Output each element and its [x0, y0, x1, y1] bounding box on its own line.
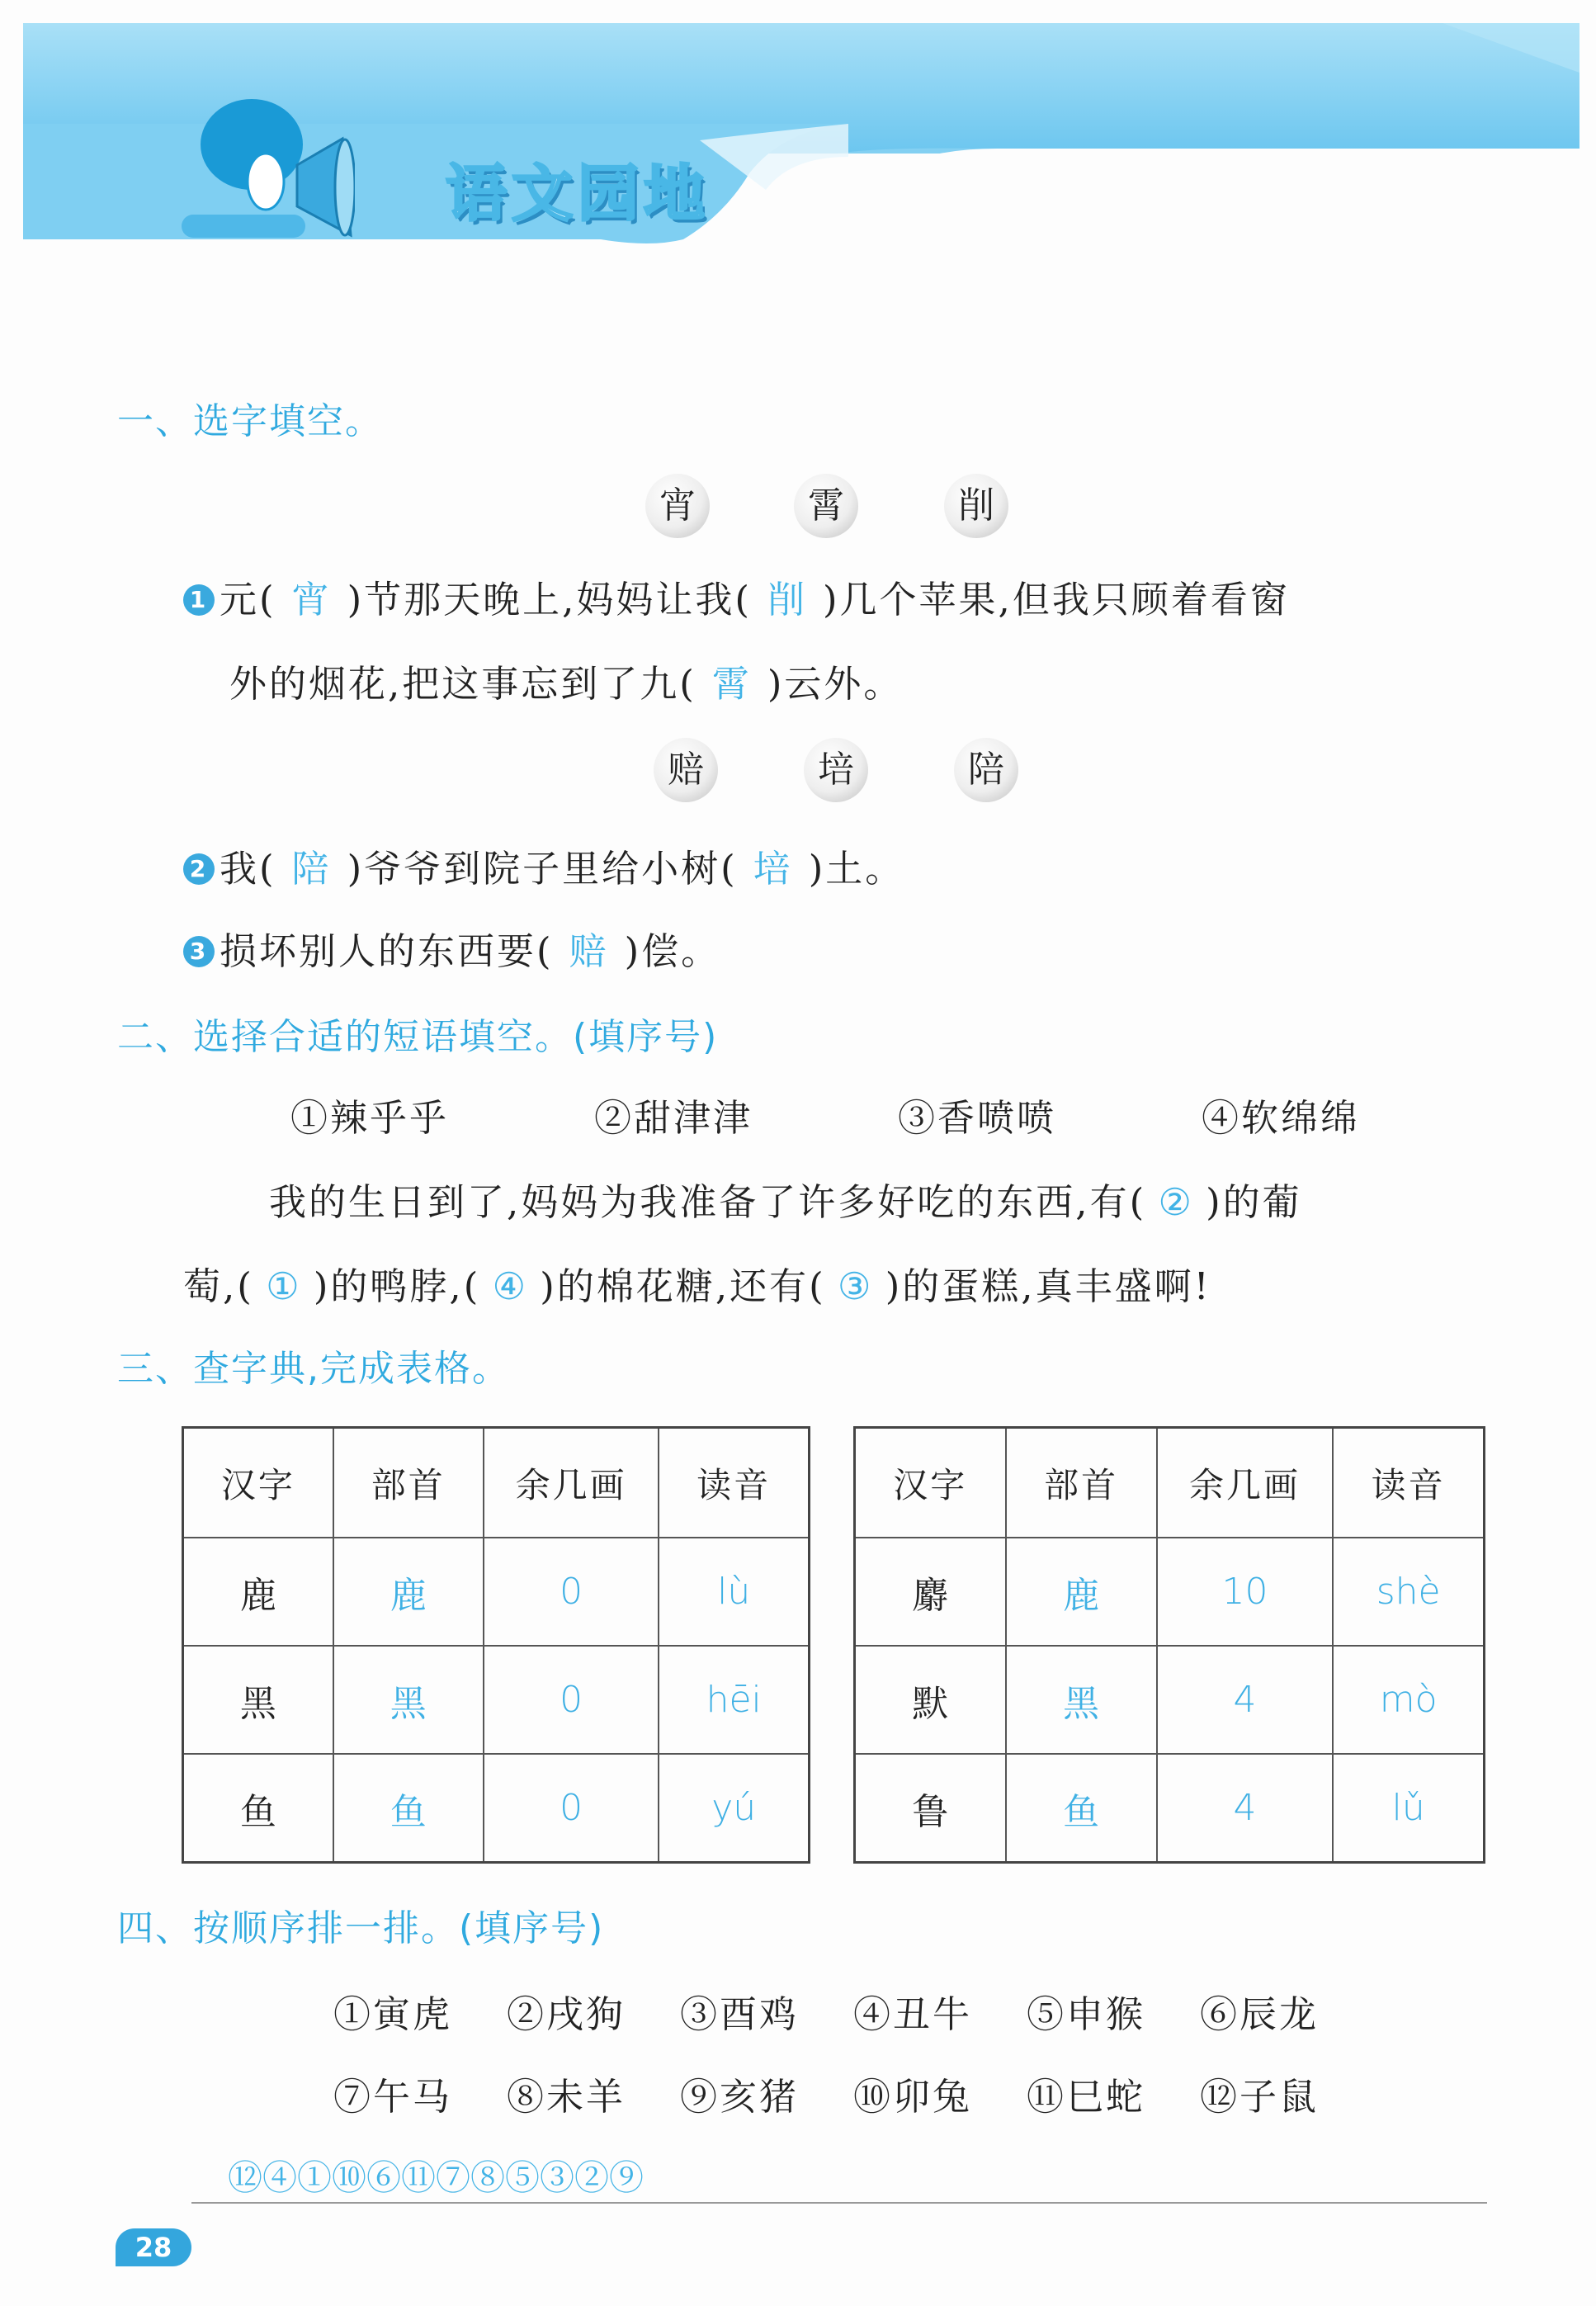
zodiac-item: ③酉鸡: [680, 1992, 800, 2036]
question-number: 3: [183, 936, 215, 967]
phrase-option: ②甜津津: [594, 1096, 753, 1140]
zodiac-item: ⑨亥猪: [680, 2075, 800, 2119]
zodiac-item: ⑫子鼠: [1200, 2075, 1320, 2119]
question-1-line1: [183, 569, 1290, 623]
cell-strokes: 10: [1157, 1538, 1334, 1646]
cell-strokes: 0: [484, 1538, 659, 1646]
dictionary-table-right: [853, 1426, 1485, 1864]
table-row: [183, 1754, 810, 1863]
choice-char: 陪: [954, 738, 1018, 802]
text: 我的生日到了,妈妈为我准备了许多好吃的东西,有(: [269, 1180, 1147, 1224]
question-2: [183, 839, 904, 892]
answer: ③: [838, 1264, 874, 1308]
table-row: [183, 1538, 810, 1646]
answer: 霄: [711, 662, 752, 706]
text: )几个苹果,但我只顾着看窗: [822, 578, 1290, 621]
section2-heading: 二、选择合适的短语填空。(填序号): [117, 1016, 719, 1058]
cell-char: 鲁: [855, 1754, 1006, 1863]
dictionary-table-left: [182, 1426, 810, 1864]
question-number: 2: [183, 853, 215, 885]
cell-char: 黑: [183, 1646, 333, 1754]
section3-heading: 三、查字典,完成表格。: [117, 1348, 510, 1390]
choice-char: 宵: [645, 474, 710, 538]
table-header: 部首: [333, 1428, 484, 1538]
cell-radical: 黑: [333, 1646, 484, 1754]
cell-strokes: 4: [1157, 1754, 1334, 1863]
answer: ②: [1158, 1180, 1194, 1224]
zodiac-item: ⑧未羊: [507, 2075, 626, 2119]
cell-radical: 鹿: [1006, 1538, 1157, 1646]
text: )的鸭脖,(: [313, 1264, 481, 1308]
page-title: 语文园地: [446, 158, 710, 229]
table-header: 余几画: [1157, 1428, 1334, 1538]
zodiac-item: ①寅虎: [333, 1992, 453, 2036]
cell-char: 鱼: [183, 1754, 333, 1863]
section4-heading: 四、按顺序排一排。(填序号): [117, 1907, 605, 1949]
cell-strokes: 0: [484, 1646, 659, 1754]
passage-line2: [183, 1256, 1211, 1310]
table-header: 读音: [1333, 1428, 1484, 1538]
text: )的棉花糖,还有(: [540, 1264, 826, 1308]
question-1-line2: [229, 654, 903, 707]
page-number: 28: [116, 2228, 191, 2266]
cell-radical: 鱼: [333, 1754, 484, 1863]
cell-pinyin: mò: [1333, 1646, 1484, 1754]
question-number: 1: [183, 584, 215, 616]
footer-divider: [191, 2202, 1487, 2204]
cell-pinyin: hēi: [659, 1646, 809, 1754]
text: 我(: [220, 847, 276, 891]
answer: ④: [492, 1264, 528, 1308]
table-header: 汉字: [855, 1428, 1006, 1538]
table-row: [855, 1754, 1485, 1863]
phrase-option: ④软绵绵: [1202, 1096, 1361, 1140]
answer: 宵: [291, 578, 332, 621]
text: 萄,(: [183, 1264, 254, 1308]
table-header: 部首: [1006, 1428, 1157, 1538]
zodiac-item: ⑩卯兔: [853, 2075, 973, 2119]
zodiac-item: ④丑牛: [853, 1992, 973, 2036]
answer: 陪: [291, 847, 332, 891]
zodiac-item: ②戌狗: [507, 1992, 626, 2036]
text: )偿。: [624, 929, 721, 973]
phrase-option: ①辣乎乎: [290, 1096, 450, 1140]
cell-char: 默: [855, 1646, 1006, 1754]
cell-pinyin: shè: [1333, 1538, 1484, 1646]
table-row: [855, 1646, 1485, 1754]
answer: 赔: [569, 929, 609, 973]
answer: 削: [767, 578, 807, 621]
choice-char: 赔: [654, 738, 718, 802]
text: 元(: [220, 578, 276, 621]
section1-heading: 一、选字填空。: [117, 400, 383, 442]
question-3: [183, 921, 720, 975]
zodiac-item: ⑥辰龙: [1200, 1992, 1320, 2036]
text: )节那天晚上,妈妈让我(: [347, 578, 752, 621]
passage-line1: [269, 1172, 1302, 1226]
table-row: [855, 1538, 1485, 1646]
zodiac-item: ⑤申猴: [1027, 1992, 1146, 2036]
table-header: 余几画: [484, 1428, 659, 1538]
phrase-option: ③香喷喷: [898, 1096, 1057, 1140]
text: )爷爷到院子里给小树(: [347, 847, 738, 891]
text: )的葡: [1206, 1180, 1302, 1224]
answer: 培: [753, 847, 793, 891]
zodiac-answer: ⑫④①⑩⑥⑪⑦⑧⑤③②⑨: [228, 2157, 645, 2198]
zodiac-item: ⑪巳蛇: [1027, 2075, 1146, 2119]
table-header: 汉字: [183, 1428, 333, 1538]
cell-pinyin: yú: [659, 1754, 809, 1863]
text: )的蛋糕,真丰盛啊!: [885, 1264, 1211, 1308]
choice-char: 削: [944, 474, 1008, 538]
text: 损坏别人的东西要(: [220, 929, 554, 973]
zodiac-item: ⑦午马: [333, 2075, 453, 2119]
text: )云外。: [767, 662, 904, 706]
cell-char: 麝: [855, 1538, 1006, 1646]
cell-strokes: 0: [484, 1754, 659, 1863]
choice-char: 霄: [794, 474, 858, 538]
table-header: 读音: [659, 1428, 809, 1538]
text: )土。: [808, 847, 905, 891]
cell-pinyin: lù: [659, 1538, 809, 1646]
girl-megaphone-icon: [173, 91, 355, 248]
cell-radical: 鱼: [1006, 1754, 1157, 1863]
table-row: [183, 1646, 810, 1754]
banner-wave: [23, 124, 848, 248]
text: 外的烟花,把这事忘到了九(: [229, 662, 696, 706]
answer: ①: [266, 1264, 302, 1308]
cell-radical: 黑: [1006, 1646, 1157, 1754]
choice-char: 培: [804, 738, 868, 802]
cell-pinyin: lǔ: [1333, 1754, 1484, 1863]
cell-char: 鹿: [183, 1538, 333, 1646]
cell-strokes: 4: [1157, 1646, 1334, 1754]
cell-radical: 鹿: [333, 1538, 484, 1646]
